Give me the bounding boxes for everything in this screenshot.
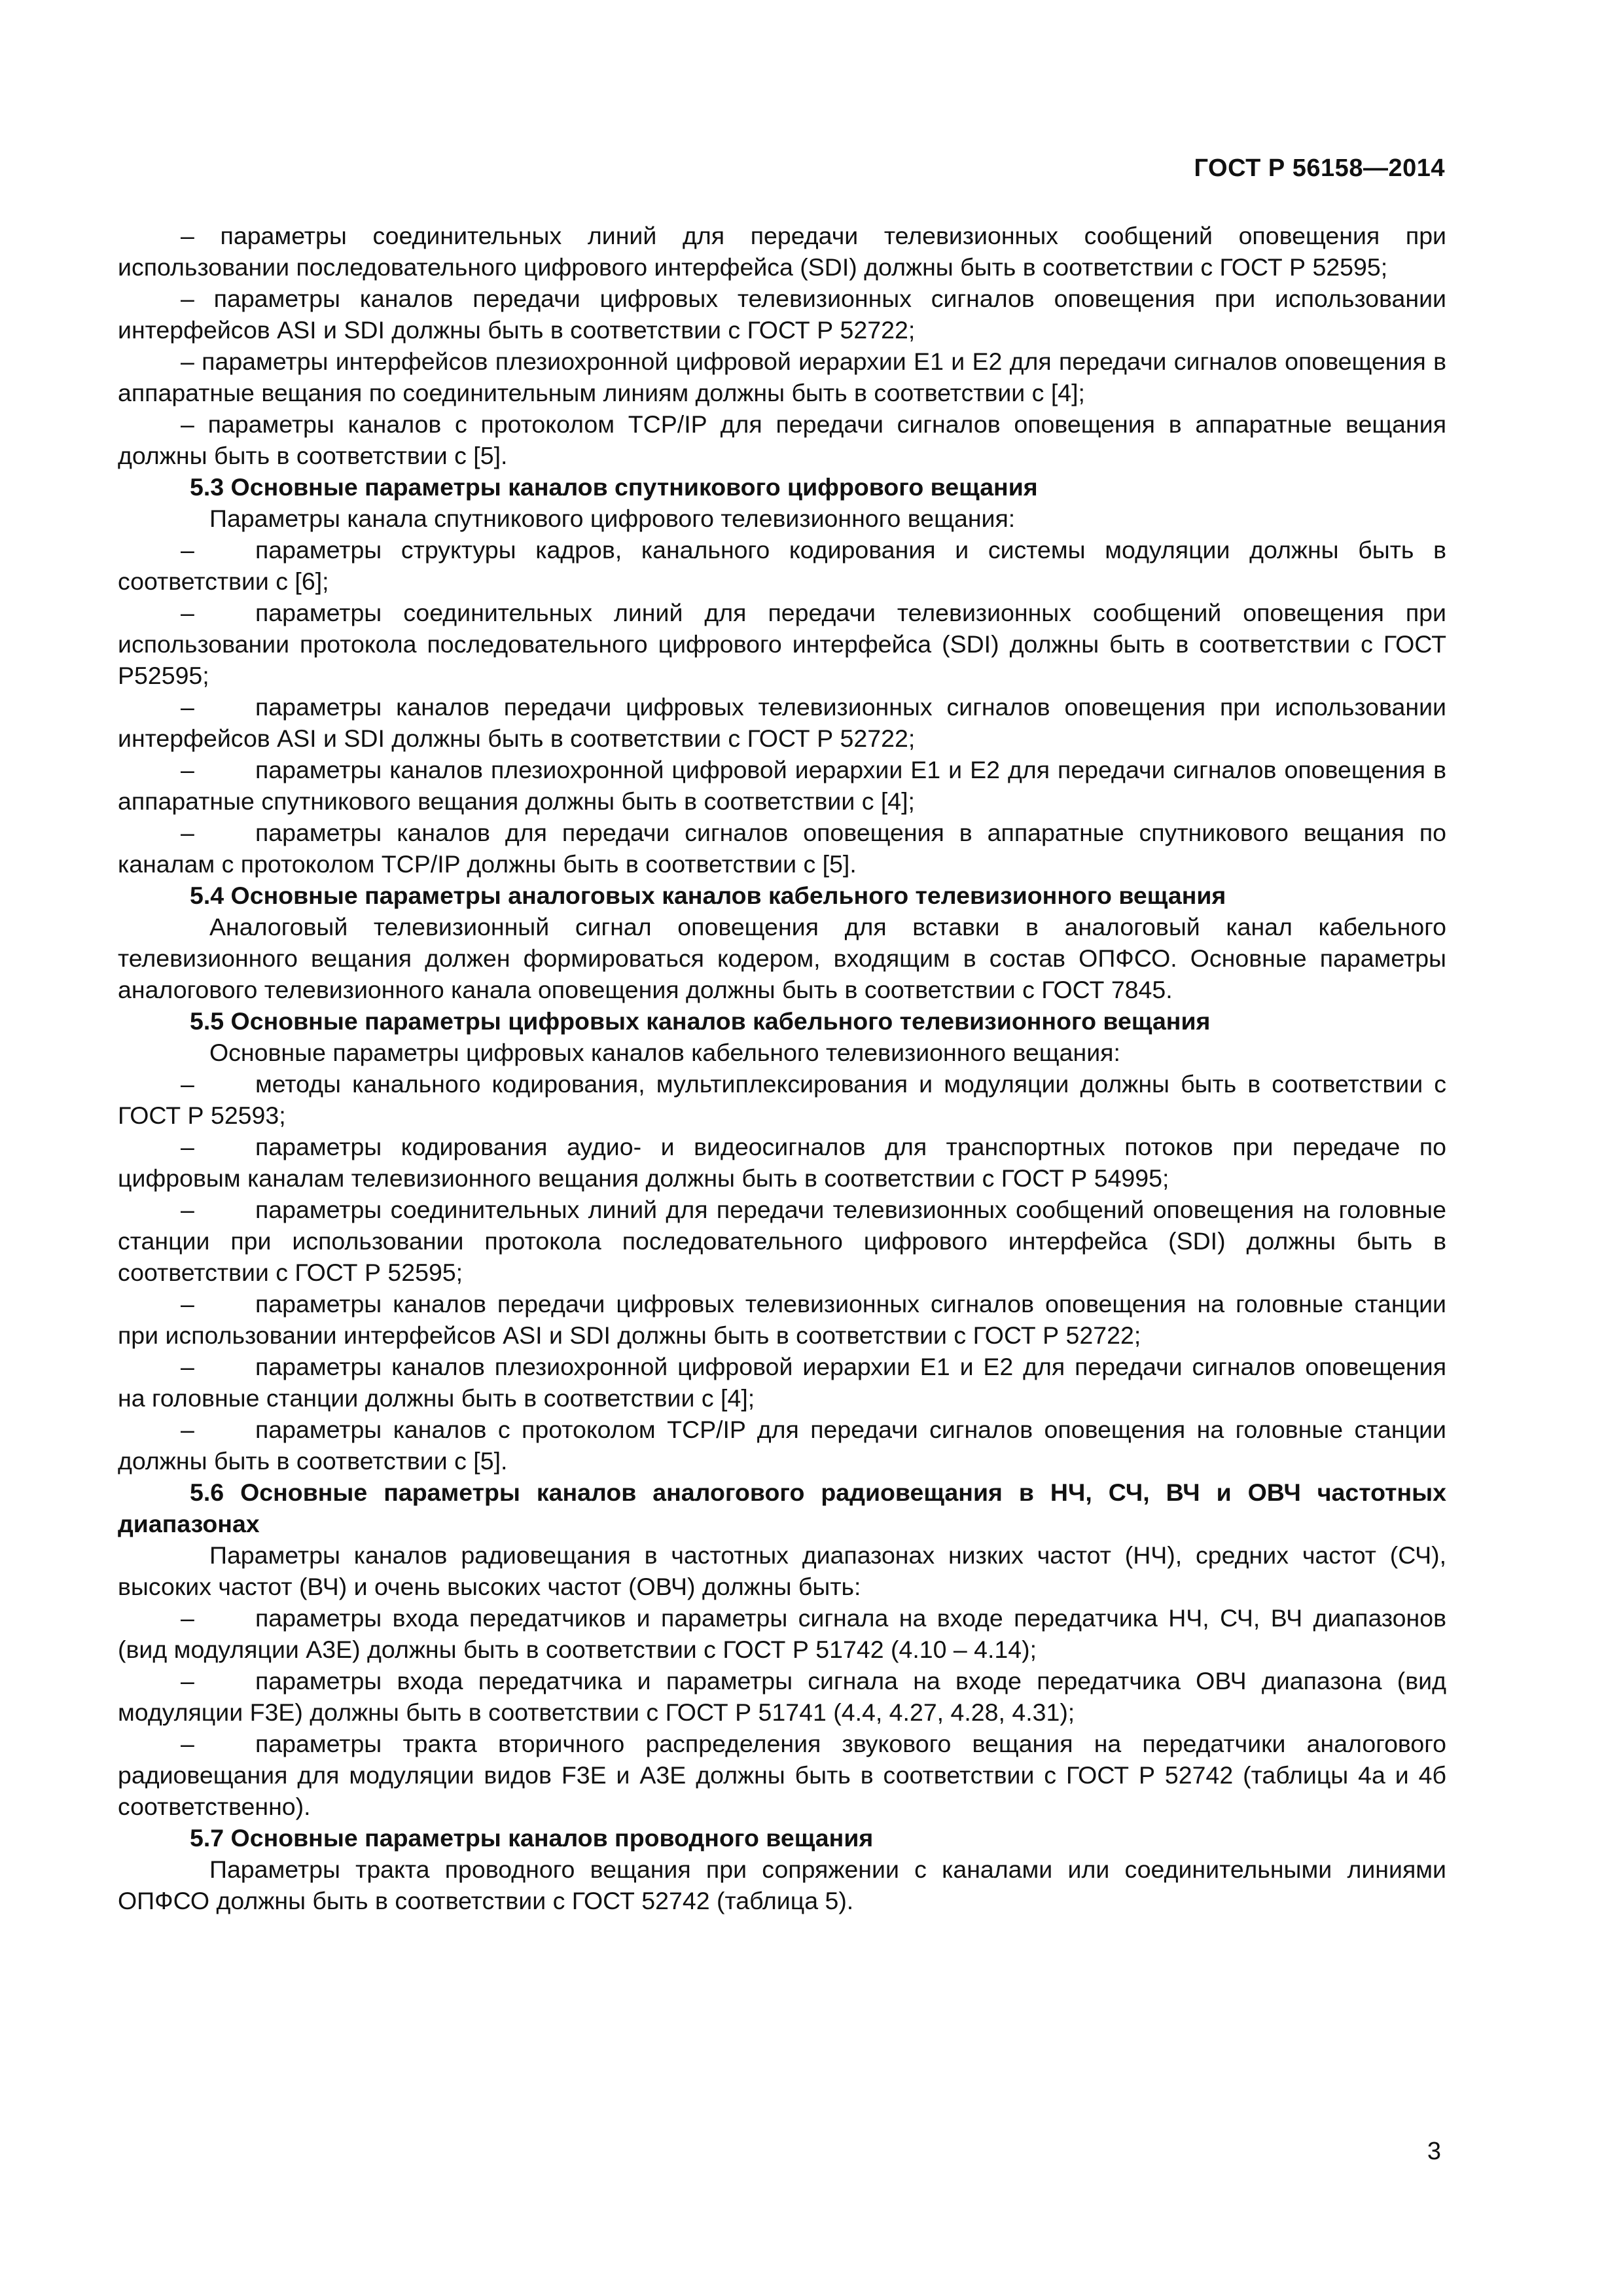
dash-marker: – [181, 536, 194, 564]
document-header: ГОСТ Р 56158—2014 [1194, 154, 1445, 182]
paragraph: Параметры тракта проводного вещания при сопряжении с каналами или соединительными линиями ОПФСО должны быть в соответствии с ГОСТ 52742 (таблица 5). [118, 1856, 1446, 1914]
list-item: – параметры каналов плезиохронной цифровой иерархии Е1 и Е2 для передачи сигналов оповещения на головные станции должны быть в соответствии с [4]; [118, 1351, 1446, 1414]
dash-marker: – [181, 1353, 194, 1380]
dash-marker: – [181, 1196, 194, 1223]
section-heading-5-4: 5.4 Основные параметры аналоговых каналов кабельного телевизионного вещания [190, 882, 1226, 909]
list-item: – параметры входа передатчика и параметры сигнала на входе передатчика ОВЧ диапазона (вид модуляции F3E) должны быть в соответствии с ГОСТ Р 51741 (4.4, 4.27, 4.28, 4.31); [118, 1665, 1446, 1728]
list-item: – параметры соединительных линий для передачи телевизионных сообщений оповещения на головные станции при использовании протокола последовательного цифрового интерфейса (SDI) должны быть в соответствии с ГОСТ Р 52595; [118, 1194, 1446, 1288]
section-heading-5-7: 5.7 Основные параметры каналов проводного вещания [190, 1824, 874, 1852]
list-item: – параметры структуры кадров, канального кодирования и системы модуляции должны быть в соответствии с [6]; [118, 534, 1446, 597]
section-heading-5-6: 5.6 Основные параметры каналов аналогового радиовещания в НЧ, СЧ, ВЧ и ОВЧ частотных диапазонах [118, 1479, 1446, 1537]
list-item: – параметры каналов с протоколом TCP/IP для передачи сигналов оповещения на головные станции должны быть в соответствии с [5]. [118, 1414, 1446, 1477]
list-item: – параметры тракта вторичного распределения звукового вещания на передатчики аналогового радиовещания для модуляции видов F3E и А3Е должны быть в соответствии с ГОСТ Р 52742 (таблицы 4а и 4б соответственно). [118, 1728, 1446, 1822]
list-item: – параметры каналов передачи цифровых телевизионных сигналов оповещения на головные станции при использовании интерфейсов ASI и SDI должны быть в соответствии с ГОСТ Р 52722; [118, 1288, 1446, 1351]
list-item: – параметры соединительных линий для передачи телевизионных сообщений оповещения при использовании последовательного цифрового интерфейса (SDI) должны быть в соответствии с ГОСТ Р 52595; [118, 222, 1446, 281]
dash-marker: – [181, 1290, 194, 1318]
list-item: – параметры каналов передачи цифровых телевизионных сигналов оповещения при использовании интерфейсов ASI и SDI должны быть в соответствии с ГОСТ Р 52722; [118, 285, 1446, 344]
list-item: – параметры каналов для передачи сигналов оповещения в аппаратные спутникового вещания по каналам с протоколом TCP/IP должны быть в соответствии с [5]. [118, 817, 1446, 880]
list-item: – параметры входа передатчиков и параметры сигнала на входе передатчика НЧ, СЧ, ВЧ диапазонов (вид модуляции А3Е) должны быть в соответствии с ГОСТ Р 51742 (4.10 – 4.14); [118, 1602, 1446, 1665]
list-item: – параметры каналов передачи цифровых телевизионных сигналов оповещения при использовании интерфейсов ASI и SDI должны быть в соответствии с ГОСТ Р 52722; [118, 691, 1446, 754]
dash-marker: – [181, 1730, 194, 1757]
dash-marker: – [181, 1070, 194, 1098]
paragraph: Параметры канала спутникового цифрового телевизионного вещания: [209, 505, 1016, 532]
document-body [118, 220, 1446, 1916]
list-item: – параметры интерфейсов плезиохронной цифровой иерархии Е1 и Е2 для передачи сигналов оповещения в аппаратные вещания по соединительным линиям должны быть в соответствии с [4]; [118, 348, 1446, 406]
dash-marker: – [181, 1133, 194, 1160]
dash-marker: – [181, 756, 194, 783]
dash-marker: – [181, 1416, 194, 1443]
list-item: – параметры каналов плезиохронной цифровой иерархии Е1 и Е2 для передачи сигналов оповещения в аппаратные спутникового вещания должны быть в соответствии с [4]; [118, 754, 1446, 817]
dash-marker: – [181, 693, 194, 721]
paragraph: Основные параметры цифровых каналов кабельного телевизионного вещания: [209, 1039, 1120, 1066]
list-item: – параметры соединительных линий для передачи телевизионных сообщений оповещения при использовании протокола последовательного цифрового интерфейса (SDI) должны быть в соответствии с ГОСТ Р52595; [118, 597, 1446, 691]
dash-marker: – [181, 1604, 194, 1632]
dash-marker: – [181, 599, 194, 626]
dash-marker: – [181, 819, 194, 846]
section-heading-5-5: 5.5 Основные параметры цифровых каналов кабельного телевизионного вещания [190, 1007, 1211, 1035]
list-item: – параметры кодирования аудио- и видеосигналов для транспортных потоков при передаче по цифровым каналам телевизионного вещания должны быть в соответствии с ГОСТ Р 54995; [118, 1131, 1446, 1194]
paragraph: Аналоговый телевизионный сигнал оповещения для вставки в аналоговый канал кабельного телевизионного вещания должен формироваться кодером, входящим в состав ОПФСО. Основные параметры аналогового телевизионного канала оповещения должны быть в соответствии с ГОСТ 7845. [118, 913, 1446, 1003]
section-heading-5-3: 5.3 Основные параметры каналов спутникового цифрового вещания [190, 473, 1038, 501]
paragraph: Параметры каналов радиовещания в частотных диапазонах низких частот (НЧ), средних частот (СЧ), высоких частот (ВЧ) и очень высоких частот (ОВЧ) должны быть: [118, 1541, 1446, 1600]
list-item: – параметры каналов с протоколом TCP/IP для передачи сигналов оповещения в аппаратные вещания должны быть в соответствии с [5]. [118, 410, 1446, 469]
page-number: 3 [1427, 2138, 1441, 2165]
list-item: – методы канального кодирования, мультиплексирования и модуляции должны быть в соответствии с ГОСТ Р 52593; [118, 1068, 1446, 1131]
dash-marker: – [181, 1667, 194, 1695]
